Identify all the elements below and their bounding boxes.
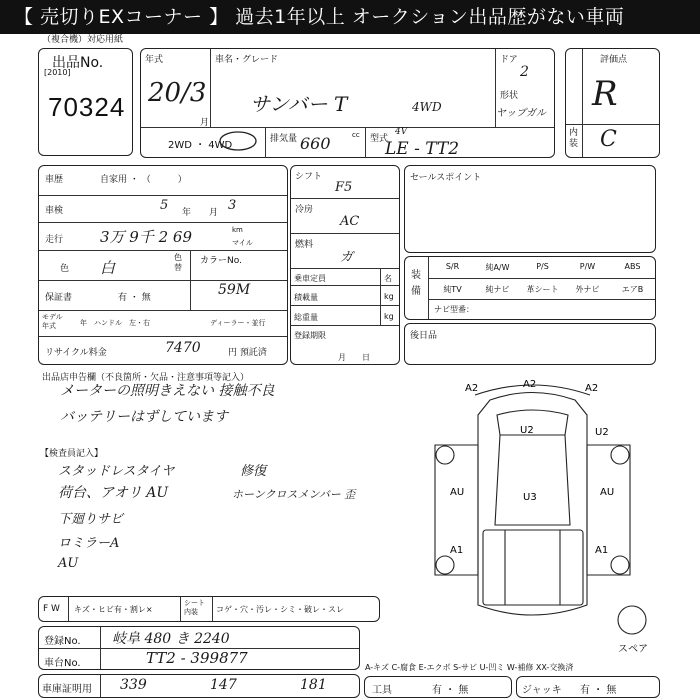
color-no-label: カラーNo. <box>200 256 242 266</box>
garage-cert-value-3: 181 <box>300 677 327 693</box>
car-roof <box>495 435 570 525</box>
auction-banner: 【 売切りEXコーナー 】 過去1年以上 オークション出品歴がない車両 <box>0 0 700 34</box>
inspector-line4: ロミラーA <box>58 536 120 551</box>
inspector-line5: AU <box>58 556 79 571</box>
color-label: 色 <box>60 264 70 274</box>
equipment-label: 装備 <box>411 270 421 297</box>
equipment-item: ABS <box>624 262 641 271</box>
sheet-label: シート内装 <box>184 599 205 616</box>
model-year-label: モデル年式 <box>42 313 63 330</box>
shaken-units: 年 月 <box>182 208 219 218</box>
wheel-rear-left <box>436 556 454 574</box>
notes-line1: メーターの照明きえない 接触不良 <box>60 383 275 399</box>
car-cargo-bed <box>483 530 583 605</box>
score-value: R <box>592 74 618 114</box>
condition-items: コゲ・穴・汚レ・シミ・破レ・スレ <box>216 605 344 614</box>
notes-label: 出品店申告欄（不良箇所・欠品・注意事項等記入） <box>42 373 250 383</box>
damage-label-a1-right: A1 <box>595 545 609 556</box>
shift-label: シフト <box>295 172 323 182</box>
displacement-label: 排気量 <box>270 134 298 144</box>
equipment-item: P/W <box>579 262 596 271</box>
model-prefix-note: 4V <box>395 127 408 137</box>
equipment-item: 純ナビ <box>485 285 510 294</box>
gross-unit: kg <box>384 312 394 321</box>
chassis-value: TT2 - 399877 <box>146 649 248 667</box>
load-label: 積載量 <box>294 293 318 302</box>
year-label: 年式 <box>145 55 164 65</box>
lot-label: 出品No. <box>52 55 104 71</box>
displacement-value: 660 <box>300 134 331 153</box>
car-right-side <box>587 445 630 575</box>
lot-number: 70324 <box>48 92 126 122</box>
history-label: 車歴 <box>45 175 64 185</box>
spare-tire-circle <box>618 606 646 634</box>
fuel-value: ガ <box>340 250 354 265</box>
color-value: 白 <box>100 259 116 277</box>
notes-line2: バッテリーはずしています <box>60 409 228 425</box>
lot-year-stamp: [2010] <box>44 68 71 77</box>
wheel-front-right <box>611 446 629 464</box>
damage-label-au-right: AU <box>600 487 615 498</box>
after-sale-box <box>404 323 656 365</box>
equipment-item: エアB <box>621 285 644 294</box>
warranty-label: 保証書 <box>45 293 73 303</box>
inspector-right2: ホーンクロスメンバー 歪 <box>232 488 356 501</box>
capacity-unit: 名 <box>384 274 392 283</box>
chassis-label: 車台No. <box>44 658 81 669</box>
handle-label: 年 ハンドル 左・右 <box>80 319 150 327</box>
warranty-value: 有 ・ 無 <box>118 293 151 303</box>
color-swap-label: 色替 <box>174 253 182 272</box>
damage-label-a2-center: A2 <box>523 379 537 390</box>
form-subheader: （複合機）対応用紙 <box>42 35 124 45</box>
capacity-label: 乗車定員 <box>294 274 326 283</box>
shape-label: 形状 <box>500 91 519 101</box>
inspector-label: 【検査員記入】 <box>40 449 104 459</box>
reg-label: 登録期限 <box>294 331 326 340</box>
gross-label: 総重量 <box>294 313 318 322</box>
month-unit: 月 <box>200 118 210 128</box>
aircon-value: AC <box>340 214 360 229</box>
history-value: 自家用 ・ （ ） <box>100 175 187 185</box>
load-unit: kg <box>384 292 394 301</box>
aircon-label: 冷房 <box>295 205 314 215</box>
wheel-front-left <box>436 446 454 464</box>
scratch-label: キズ・ヒビ有・割レ× <box>74 605 153 614</box>
recycle-label: リサイクル料金 <box>45 348 107 358</box>
door-label: ドア <box>500 55 518 65</box>
after-sale-label: 後日品 <box>410 331 438 341</box>
jack-value: 有 ・ 無 <box>580 685 617 696</box>
spare-label: スペア <box>618 644 648 655</box>
garage-cert-value-1: 339 <box>120 677 147 693</box>
drive-label: 2WD ・ 4WD <box>168 140 233 151</box>
shaken-month: 3 <box>228 198 237 213</box>
model-label: 型式 <box>370 134 389 144</box>
inspector-line2: 荷台、アオリ AU <box>58 485 169 501</box>
garage-cert-label: 車庫証明用 <box>42 684 92 695</box>
mileage-unit-mile: マイル <box>232 239 253 247</box>
door-value: 2 <box>520 64 529 80</box>
tool-label: 工具 <box>372 685 392 696</box>
damage-label-a2-left: A2 <box>465 383 479 394</box>
shaken-year: 5 <box>160 198 169 213</box>
equipment-item: 革シート <box>526 285 559 294</box>
name-label: 車名・グレード <box>215 55 279 65</box>
equipment-item: P/S <box>536 262 549 271</box>
interior-value: C <box>600 127 617 152</box>
dealer-label: ディーラー・並行 <box>210 319 266 327</box>
equipment-item: 純A/W <box>485 263 510 272</box>
name-value: サンバー T <box>250 92 348 116</box>
shift-value: F5 <box>335 180 353 195</box>
garage-cert-value-2: 147 <box>210 677 237 693</box>
mileage-value: 3万 9千 2 69 <box>100 228 193 246</box>
shaken-label: 車検 <box>45 206 64 216</box>
car-damage-diagram <box>405 375 660 640</box>
interior-label: 内装 <box>569 128 579 149</box>
recycle-value: 7470 <box>165 340 201 356</box>
fw-label: F W <box>43 604 60 614</box>
jack-label: ジャッキ <box>522 685 562 696</box>
damage-label-au-left: AU <box>450 487 465 498</box>
mileage-label: 走行 <box>45 235 64 245</box>
reg-no-label: 登録No. <box>44 636 81 647</box>
cc-unit: cc <box>352 131 360 139</box>
damage-label-a2-right: A2 <box>585 383 599 394</box>
sales-point-label: セールスポイント <box>410 173 482 183</box>
score-label: 評価点 <box>600 55 628 65</box>
shape-value: ヤップガル <box>496 108 546 119</box>
color-no-value: 59M <box>218 282 251 298</box>
reg-no-value: 岐阜 480 き 2240 <box>112 631 230 647</box>
fuel-label: 燃料 <box>295 240 314 250</box>
wheel-rear-right <box>611 556 629 574</box>
reg-unit: 月 日 <box>338 353 370 362</box>
damage-label-u2-front: U2 <box>520 425 534 436</box>
mileage-unit-km: km <box>232 226 243 234</box>
recycle-unit: 円 預託済 <box>228 348 267 358</box>
equipment-item: 純TV <box>443 285 462 294</box>
grade-value: 4WD <box>412 100 442 114</box>
drive-4wd-circle <box>218 130 258 152</box>
damage-label-u3-center: U3 <box>523 492 537 503</box>
inspector-line1: スタッドレスタイヤ <box>58 464 175 479</box>
damage-label-a1-left: A1 <box>450 545 464 556</box>
equipment-item: 外ナビ <box>575 285 600 294</box>
damage-label-u2-right: U2 <box>595 427 609 438</box>
inspector-line3: 下廻りサビ <box>58 512 124 527</box>
model-value: LE - TT2 <box>385 139 460 159</box>
navi-label: ナビ型番： <box>434 305 474 314</box>
year-value: 20/3 <box>148 78 207 108</box>
inspector-right1: 修復 <box>240 464 267 479</box>
equipment-item: S/R <box>445 262 460 271</box>
tool-value: 有 ・ 無 <box>432 685 469 696</box>
damage-legend: A-キズ C-腐食 E-エクボ S-サビ U-凹ミ W-補修 XX-交換済 <box>365 663 574 672</box>
